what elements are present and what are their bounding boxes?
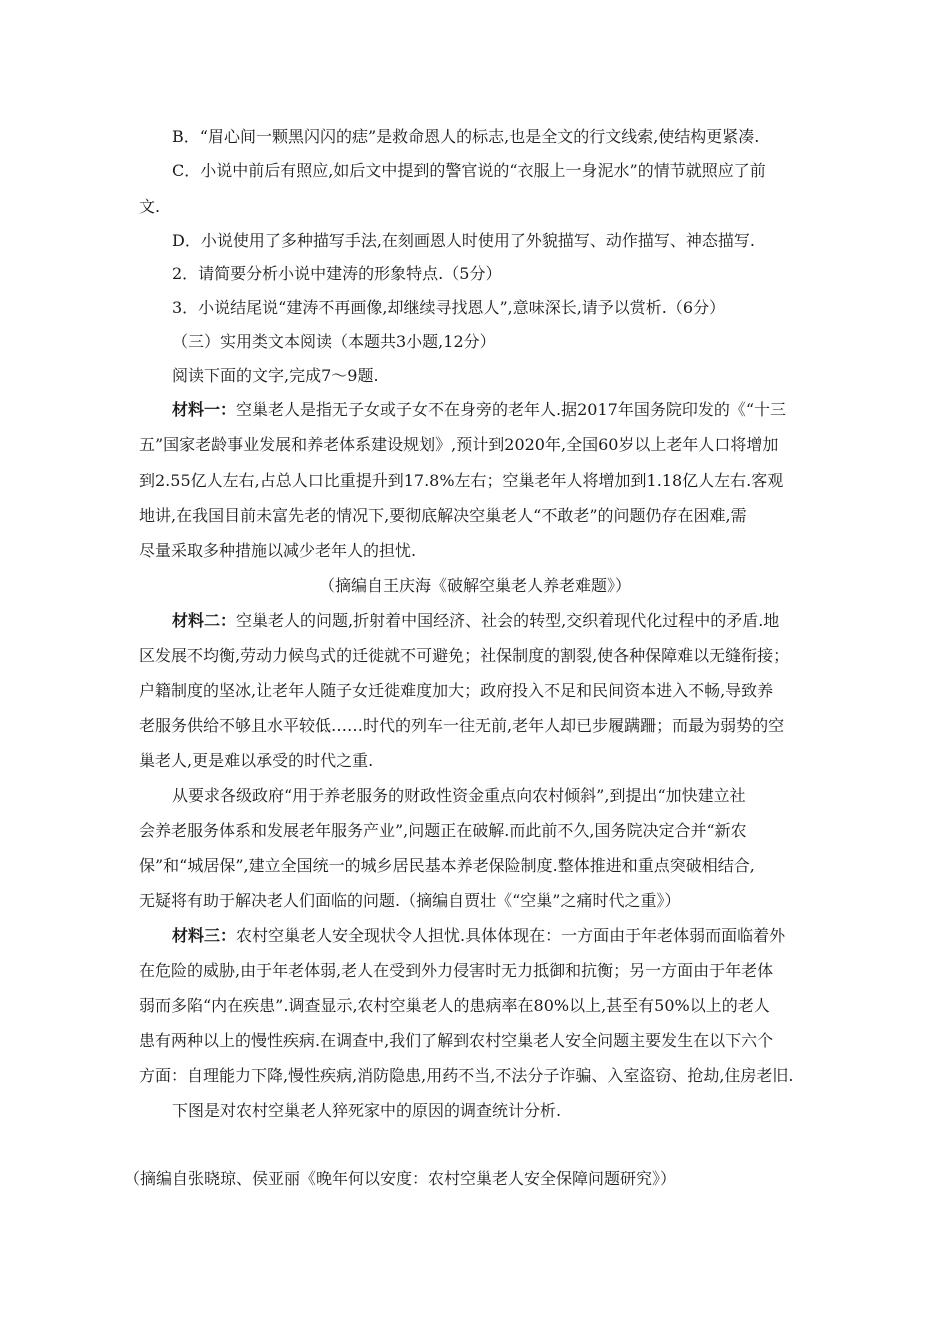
material-two-line-1 [172,610,862,632]
option-c-line-1: C．小说中前后有照应,如后文中提到的警官说的“衣服上一身泥水”的情节就照应了前 [172,161,766,180]
material-three-label: 材料三： [172,926,237,945]
material-three-line-4: 患有两种以上的慢性疾病.在调查中,我们了解到农村空巢老人安全问题主要发生在以下六个 [139,1031,774,1050]
material-two-line-3: 户籍制度的坚冰,让老年人随子女迁徙难度加大；政府投入不足和民间资本进入不畅,导致养 [139,681,774,700]
material-two-line-4: 老服务供给不够且水平较低……时代的列车一往无前,老年人却已步履蹒跚；而最为弱势的空 [139,716,785,735]
material-two-line-2: 区发展不均衡,劳动力候鸟式的迁徙就不可避免；社保制度的割裂,使各种保障难以无缝衔接； [139,646,790,665]
option-c-line-2: 文. [139,197,161,216]
material-three-line-2: 在危险的威胁,由于年老体弱,老人在受到外力侵害时无力抵御和抗衡；另一方面由于年老体 [139,961,774,980]
material-three-line-1 [172,925,862,947]
material-two-line-5: 巢老人,更是难以承受的时代之重. [139,751,374,770]
material-two-para2-line-1: 从要求各级政府“用于养老服务的财政性资金重点向农村倾斜”,到提出“加快建立社 [172,786,746,805]
material-one-line-1 [172,399,862,421]
material-three-source: （摘编自张晓琼、侯亚丽《晚年何以安度：农村空巢老人安全保障问题研究》） [123,1169,676,1188]
material-one-line-2: 五”国家老龄事业发展和养老体系建设规划》,预计到2020年,全国60岁以上老年人口将增加 [139,435,779,454]
material-two-para2-line-2: 会养老服务体系和发展老年服务产业”,问题正在破解.而此前不久,国务院决定合并“新农 [139,821,747,840]
material-three-line-5: 方面：自理能力下降,慢性疾病,消防隐患,用药不当,不法分子诈骗、入室盗窃、抢劫,住房老旧. [139,1066,794,1085]
material-two-para2-line-3: 保”和“城居保”,建立全国统一的城乡居民基本养老保险制度.整体推进和重点突破相结合, [139,856,755,875]
material-three-text-1: 农村空巢老人安全现状令人担忧.具体体现在：一方面由于年老体弱而面临着外 [236,926,786,945]
material-one-label: 材料一： [172,400,237,419]
option-b: B．“眉心间一颗黑闪闪的痣”是救命恩人的标志,也是全文的行文线索,使结构更紧凑. [172,127,760,146]
material-two-text-1: 空巢老人的问题,折射着中国经济、社会的转型,交织着现代化过程中的矛盾.地 [236,611,780,630]
material-one-text-1: 空巢老人是指无子女或子女不在身旁的老年人.据2017年国务院印发的《“十三 [236,400,787,419]
material-three-line-6: 下图是对农村空巢老人猝死家中的原因的调查统计分析. [172,1101,562,1120]
question-3: 3．小说结尾说“建涛不再画像,却继续寻找恩人”,意味深长,请予以赏析.（6分） [172,298,726,317]
material-one-line-5: 尽量采取多种措施以减少老年人的担忧. [139,541,417,560]
material-two-para2-line-4: 无疑将有助于解决老人们面临的问题.（摘编自贾壮《“空巢”之痛时代之重》） [139,891,681,910]
material-two-label: 材料二： [172,611,237,630]
option-d: D．小说使用了多种描写手法,在刻画恩人时使用了外貌描写、动作描写、神态描写. [172,231,756,250]
material-one-source: （摘编自王庆海《破解空巢老人养老难题》） [318,576,631,595]
section-three-heading: （三）实用类文本阅读（本题共3小题,12分） [172,332,496,351]
material-one-line-4: 地讲,在我国目前未富先老的情况下,要彻底解决空巢老人“不敢老”的问题仍存在困难,需 [139,506,747,525]
material-three-line-3: 弱而多陷“内在疾患”.调查显示,农村空巢老人的患病率在80%以上,甚至有50%以上的老人 [139,996,770,1015]
material-one-line-3: 到2.55亿人左右,占总人口比重提升到17.8%左右；空巢老年人将增加到1.18亿人左右.客观 [139,471,784,490]
question-2: 2．请简要分析小说中建涛的形象特点.（5分） [172,264,502,283]
reading-instruction: 阅读下面的文字,完成7～9题. [172,366,379,385]
